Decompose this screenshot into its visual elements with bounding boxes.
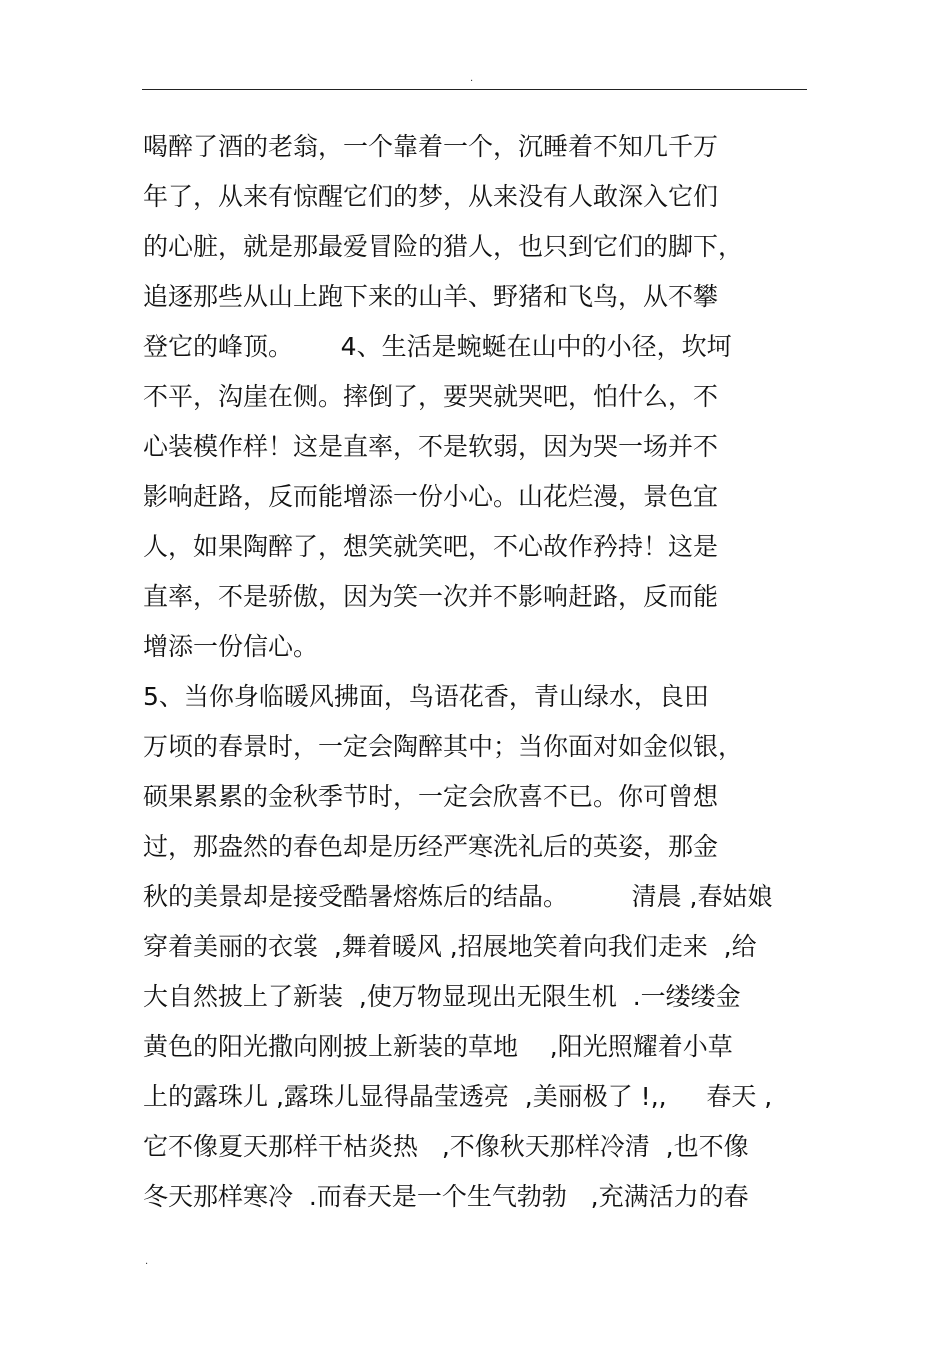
text-line: 喝醉了酒的老翁，一个靠着一个，沉睡着不知几千万 bbox=[143, 132, 719, 161]
text-line: 秋的美景却是接受酷暑熔炼后的结晶。 清晨 ,春姑娘 bbox=[143, 882, 773, 911]
text-line: 硕果累累的金秋季节时，一定会欣喜不已。你可曾想 bbox=[143, 782, 719, 811]
text-line: 增添一份信心。 bbox=[143, 632, 319, 661]
text-line: 穿着美丽的衣裳 ,舞着暖风 ,招展地笑着向我们走来 ,给 bbox=[143, 932, 757, 961]
text-line: 大自然披上了新装 ,使万物显现出无限生机 .一缕缕金 bbox=[143, 982, 741, 1011]
text-line: 的心脏，就是那最爱冒险的猎人，也只到它们的脚下， bbox=[143, 232, 744, 261]
text-line: 人，如果陶醉了，想笑就笑吧，不心故作矜持！这是 bbox=[143, 532, 719, 561]
text-line: 登它的峰顶。 4、生活是蜿蜒在山中的小径，坎坷 bbox=[143, 332, 732, 361]
text-line: 年了，从来有惊醒它们的梦，从来没有人敢深入它们 bbox=[143, 182, 719, 211]
header-mark: . bbox=[470, 73, 474, 84]
text-line: 上的露珠儿 ,露珠儿显得晶莹透亮 ,美丽极了 !,, 春天 , bbox=[143, 1082, 773, 1111]
text-line: 它不像夏天那样干枯炎热 ,不像秋天那样冷清 ,也不像 bbox=[143, 1132, 749, 1161]
text-line: 黄色的阳光撒向刚披上新装的草地 ,阳光照耀着小草 bbox=[143, 1032, 733, 1061]
text-line: 影响赶路，反而能增添一份小心。山花烂漫，景色宜 bbox=[143, 482, 719, 511]
text-line: 不平，沟崖在侧。摔倒了，要哭就哭吧，怕什么，不 bbox=[143, 382, 719, 411]
text-line: 直率，不是骄傲，因为笑一次并不影响赶路，反而能 bbox=[143, 582, 719, 611]
text-line: 5、当你身临暖风拂面，鸟语花香，青山绿水，良田 bbox=[143, 682, 709, 711]
text-line: 过，那盎然的春色却是历经严寒洗礼后的英姿，那金 bbox=[143, 832, 719, 861]
text-line: 冬天那样寒冷 .而春天是一个生气勃勃 ,充满活力的春 bbox=[143, 1182, 749, 1211]
text-line: 心装模作样！这是直率，不是软弱，因为哭一场并不 bbox=[143, 432, 719, 461]
text-line: 万顷的春景时，一定会陶醉其中；当你面对如金似银， bbox=[143, 732, 744, 761]
text-line: 追逐那些从山上跑下来的山羊、野猪和飞鸟，从不攀 bbox=[143, 282, 719, 311]
footer-mark: . bbox=[145, 1256, 149, 1267]
header-rule bbox=[142, 89, 807, 90]
body-text bbox=[143, 122, 823, 1222]
